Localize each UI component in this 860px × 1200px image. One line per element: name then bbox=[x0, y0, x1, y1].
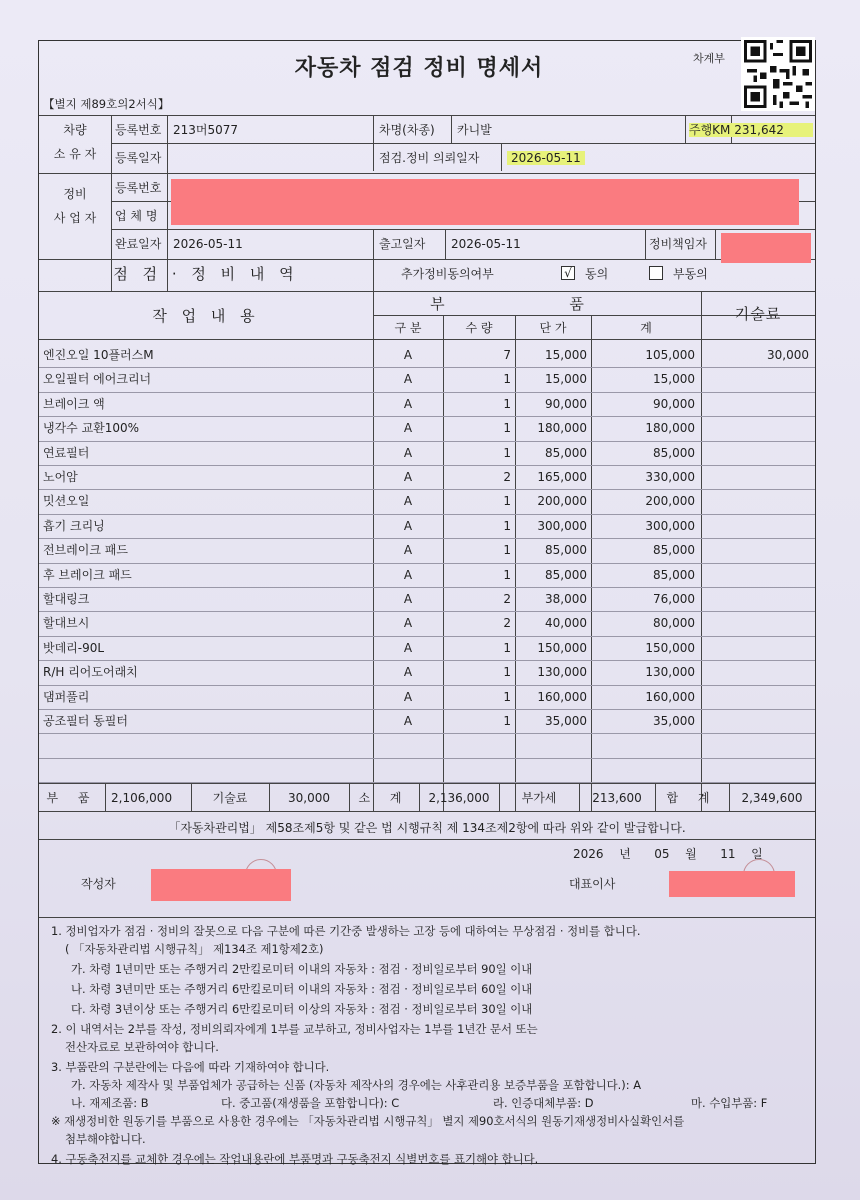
row-divider bbox=[39, 611, 815, 612]
issue-date bbox=[573, 847, 763, 861]
item-type-cell: A bbox=[403, 519, 413, 533]
col-total-header: 계 bbox=[640, 321, 652, 335]
note-line: 3. 부품란의 구분란에는 다음에 따라 기재하여야 합니다. bbox=[51, 1060, 330, 1074]
owner-reg-date-label: 등록일자 bbox=[115, 151, 162, 165]
row-divider bbox=[39, 392, 815, 393]
item-type-cell: A bbox=[403, 592, 413, 606]
item-qty-cell: 1 bbox=[503, 641, 511, 655]
item-type-cell: A bbox=[403, 568, 413, 582]
item-work-cell: 연료필터 bbox=[43, 446, 90, 460]
item-total-cell: 300,000 bbox=[645, 519, 695, 533]
item-qty-cell: 7 bbox=[503, 348, 511, 362]
item-unit-cell: 200,000 bbox=[537, 494, 587, 508]
mileage-field bbox=[689, 123, 813, 137]
note-line: 나. 차령 3년미만 또는 주행거리 6만킬로미터 이내의 자동차 : 점검 · 정비일로부터 60일 이내 bbox=[71, 982, 533, 996]
release-date: 2026-05-11 bbox=[451, 237, 521, 251]
item-total-cell: 160,000 bbox=[645, 690, 695, 704]
item-type-cell: A bbox=[403, 397, 413, 411]
model-label: 차명(차종) bbox=[379, 123, 435, 137]
item-total-cell: 180,000 bbox=[645, 421, 695, 435]
item-unit-cell: 40,000 bbox=[545, 616, 587, 630]
row-divider bbox=[39, 587, 815, 588]
item-work-cell: 할대브시 bbox=[43, 616, 90, 630]
item-unit-cell: 15,000 bbox=[545, 372, 587, 386]
item-qty-cell: 1 bbox=[503, 690, 511, 704]
item-type-cell: A bbox=[403, 543, 413, 557]
totals-subtotal-label: 소 계 bbox=[358, 791, 410, 805]
note-line: 나. 재제조품: B bbox=[71, 1096, 149, 1110]
document-title: 자동차 점검 정비 명세서 bbox=[294, 56, 544, 81]
issue-statement: 「자동차관리법」 제58조제5항 및 같은 법 시행규칙 제 134조제2항에 따라 위와 같이 발급합니다. bbox=[168, 821, 686, 835]
totals-total: 2,349,600 bbox=[741, 791, 803, 805]
agree-label: 동의 bbox=[585, 267, 609, 281]
row-divider bbox=[39, 441, 815, 442]
item-unit-cell: 165,000 bbox=[537, 470, 587, 484]
item-qty-cell: 1 bbox=[503, 519, 511, 533]
disagree-label: 부동의 bbox=[673, 267, 708, 281]
shop-section-label-2: 사 업 자 bbox=[53, 211, 97, 225]
row-divider bbox=[39, 465, 815, 466]
shop-section-label-1: 정비 bbox=[63, 187, 87, 201]
details-header: 점 검 · 정 비 내 역 bbox=[113, 265, 299, 283]
row-divider bbox=[39, 660, 815, 661]
note-line: 4. 구동축전지를 교체한 경우에는 작업내용란에 부품명과 구동축전지 식별번호를 표기해야 합니다. bbox=[51, 1152, 539, 1166]
item-tech-cell: 30,000 bbox=[767, 348, 809, 362]
disagree-checkbox[interactable] bbox=[649, 266, 663, 280]
item-total-cell: 130,000 bbox=[645, 665, 695, 679]
item-qty-cell: 2 bbox=[503, 470, 511, 484]
issue-year: 2026 bbox=[573, 847, 604, 861]
totals-parts-label: 부 품 bbox=[46, 791, 98, 805]
manager-label: 정비책임자 bbox=[649, 237, 707, 251]
item-work-cell: 엔진오일 10플러스M bbox=[43, 348, 154, 362]
item-total-cell: 90,000 bbox=[653, 397, 695, 411]
item-type-cell: A bbox=[403, 470, 413, 484]
item-unit-cell: 130,000 bbox=[537, 665, 587, 679]
item-work-cell: R/H 리어도어래치 bbox=[43, 665, 138, 679]
item-work-cell: 전브레이크 패드 bbox=[43, 543, 128, 557]
issue-day: 11 bbox=[720, 847, 736, 861]
shop-reg-no-label: 등록번호 bbox=[115, 181, 162, 195]
item-work-cell: 노어암 bbox=[43, 470, 78, 484]
issue-month-unit: 월 bbox=[685, 847, 697, 861]
row-divider bbox=[39, 733, 815, 734]
item-total-cell: 15,000 bbox=[653, 372, 695, 386]
totals-total-label: 합 계 bbox=[666, 791, 718, 805]
item-work-cell: 흡기 크리닝 bbox=[43, 519, 105, 533]
totals-tech-label: 기술료 bbox=[212, 791, 248, 805]
item-total-cell: 85,000 bbox=[653, 446, 695, 460]
item-unit-cell: 38,000 bbox=[545, 592, 587, 606]
item-unit-cell: 160,000 bbox=[537, 690, 587, 704]
note-line: ( 「자동차관리법 시행규칙」 제134조 제1항제2호) bbox=[65, 942, 324, 956]
item-total-cell: 200,000 bbox=[645, 494, 695, 508]
request-date: 2026-05-11 bbox=[507, 151, 585, 165]
note-line: 첨부해야합니다. bbox=[65, 1132, 146, 1146]
item-type-cell: A bbox=[403, 665, 413, 679]
row-divider bbox=[39, 538, 815, 539]
item-total-cell: 35,000 bbox=[653, 714, 695, 728]
item-work-cell: 공조필터 동필터 bbox=[43, 714, 128, 728]
item-qty-cell: 1 bbox=[503, 665, 511, 679]
item-type-cell: A bbox=[403, 446, 413, 460]
item-work-cell: 오일필터 에어크리너 bbox=[43, 372, 152, 386]
item-total-cell: 85,000 bbox=[653, 568, 695, 582]
note-line: 라. 인증대체부품: D bbox=[493, 1096, 594, 1110]
row-divider bbox=[39, 636, 815, 637]
owner-reg-no: 213머5077 bbox=[173, 123, 239, 137]
consent-label: 추가정비동의여부 bbox=[401, 267, 494, 281]
item-total-cell: 76,000 bbox=[653, 592, 695, 606]
row-divider bbox=[39, 758, 815, 759]
issue-day-unit: 일 bbox=[751, 847, 763, 861]
model-value: 카니발 bbox=[457, 123, 492, 137]
item-unit-cell: 150,000 bbox=[537, 641, 587, 655]
writer-label: 작성자 bbox=[81, 877, 116, 891]
item-work-cell: 댐퍼풀리 bbox=[43, 690, 90, 704]
item-qty-cell: 1 bbox=[503, 421, 511, 435]
item-unit-cell: 85,000 bbox=[545, 446, 587, 460]
redacted-ceo bbox=[669, 871, 795, 897]
note-line: 전산자료로 보관하여야 합니다. bbox=[65, 1040, 219, 1054]
note-line: ※ 재생정비한 원동기를 부품으로 사용한 경우에는 「자동차관리법 시행규칙」 별지 제90호서식의 원동기재생정비사실확인서를 bbox=[51, 1114, 685, 1128]
owner-reg-no-label: 등록번호 bbox=[115, 123, 162, 137]
note-line: 다. 중고품(재생품을 포함합니다): C bbox=[221, 1096, 400, 1110]
item-total-cell: 80,000 bbox=[653, 616, 695, 630]
item-qty-cell: 1 bbox=[503, 714, 511, 728]
item-total-cell: 105,000 bbox=[645, 348, 695, 362]
bookmark-label: 차계부 bbox=[693, 52, 725, 65]
item-unit-cell: 300,000 bbox=[537, 519, 587, 533]
item-work-cell: 냉각수 교환100% bbox=[43, 421, 140, 435]
item-unit-cell: 85,000 bbox=[545, 543, 587, 557]
note-line: 다. 차령 3년이상 또는 주행거리 6만킬로미터 이상의 자동차 : 점검 · 정비일로부터 30일 이내 bbox=[71, 1002, 533, 1016]
item-qty-cell: 2 bbox=[503, 592, 511, 606]
item-qty-cell: 1 bbox=[503, 543, 511, 557]
totals-vat: 213,600 bbox=[592, 791, 642, 805]
note-line: 1. 정비업자가 점검 · 정비의 잘못으로 다음 구분에 따른 기간중 발생하는 고장 등에 대하여는 무상점검 · 정비를 합니다. bbox=[51, 924, 641, 938]
totals-subtotal: 2,136,000 bbox=[428, 791, 490, 805]
row-divider bbox=[39, 367, 815, 368]
item-qty-cell: 1 bbox=[503, 446, 511, 460]
item-qty-cell: 1 bbox=[503, 494, 511, 508]
item-qty-cell: 1 bbox=[503, 568, 511, 582]
row-divider bbox=[39, 709, 815, 710]
tech-header: 기술료 bbox=[734, 305, 782, 323]
col-unit-header: 단 가 bbox=[539, 321, 567, 335]
owner-section-label-1: 차량 bbox=[63, 123, 87, 137]
item-unit-cell: 85,000 bbox=[545, 568, 587, 582]
item-work-cell: 할대링크 bbox=[43, 592, 90, 606]
totals-parts: 2,106,000 bbox=[111, 791, 173, 805]
row-divider bbox=[39, 416, 815, 417]
item-type-cell: A bbox=[403, 690, 413, 704]
item-work-cell: 밋션오일 bbox=[43, 494, 90, 508]
item-total-cell: 85,000 bbox=[653, 543, 695, 557]
totals-vat-label: 부가세 bbox=[521, 791, 557, 805]
form-number: 【별지 제89호의2서식】 bbox=[43, 97, 170, 111]
redacted-manager bbox=[721, 233, 811, 263]
item-unit-cell: 15,000 bbox=[545, 348, 587, 362]
item-unit-cell: 180,000 bbox=[537, 421, 587, 435]
agree-checkbox[interactable]: √ bbox=[561, 266, 575, 280]
totals-tech: 30,000 bbox=[288, 791, 330, 805]
redacted-shop-info bbox=[171, 179, 799, 225]
qr-code-icon bbox=[741, 37, 815, 111]
note-line: 마. 수입부품: F bbox=[691, 1096, 768, 1110]
repair-statement-form bbox=[38, 40, 816, 1164]
item-type-cell: A bbox=[403, 372, 413, 386]
item-type-cell: A bbox=[403, 494, 413, 508]
item-type-cell: A bbox=[403, 714, 413, 728]
item-work-cell: 브레이크 액 bbox=[43, 397, 105, 411]
note-line: 가. 차령 1년미만 또는 주행거리 2만킬로미터 이내의 자동차 : 점검 · 정비일로부터 90일 이내 bbox=[71, 962, 533, 976]
mileage-value: 231,642 bbox=[734, 123, 784, 137]
item-unit-cell: 35,000 bbox=[545, 714, 587, 728]
item-unit-cell: 90,000 bbox=[545, 397, 587, 411]
mileage-label: 주행KM bbox=[689, 123, 731, 137]
row-divider bbox=[39, 489, 815, 490]
item-work-cell: 밧데리-90L bbox=[43, 641, 105, 655]
item-qty-cell: 1 bbox=[503, 397, 511, 411]
owner-section-label-2: 소 유 자 bbox=[53, 147, 97, 161]
work-header: 작 업 내 용 bbox=[152, 307, 260, 325]
row-divider bbox=[39, 782, 815, 783]
col-qty-header: 수 량 bbox=[465, 321, 493, 335]
item-type-cell: A bbox=[403, 616, 413, 630]
release-date-label: 출고일자 bbox=[379, 237, 426, 251]
complete-date: 2026-05-11 bbox=[173, 237, 243, 251]
item-qty-cell: 2 bbox=[503, 616, 511, 630]
note-line: 가. 자동차 제작사 및 부품업체가 공급하는 신품 (자동차 제작사의 경우에는 사후관리용 보증부품을 포함합니다.): A bbox=[71, 1078, 641, 1092]
complete-date-label: 완료일자 bbox=[115, 237, 162, 251]
item-total-cell: 330,000 bbox=[645, 470, 695, 484]
item-type-cell: A bbox=[403, 421, 413, 435]
row-divider bbox=[39, 563, 815, 564]
row-divider bbox=[39, 514, 815, 515]
issue-month: 05 bbox=[654, 847, 670, 861]
shop-name-label: 업 체 명 bbox=[115, 209, 158, 223]
redacted-writer bbox=[151, 869, 291, 901]
parts-header: 부 품 bbox=[430, 295, 644, 313]
item-type-cell: A bbox=[403, 641, 413, 655]
item-total-cell: 150,000 bbox=[645, 641, 695, 655]
col-type-header: 구 분 bbox=[394, 321, 422, 335]
row-divider bbox=[39, 685, 815, 686]
item-work-cell: 후 브레이크 패드 bbox=[43, 568, 132, 582]
ceo-label: 대표이사 bbox=[569, 877, 616, 891]
request-date-label: 점검.정비 의뢰일자 bbox=[379, 151, 480, 165]
item-type-cell: A bbox=[403, 348, 413, 362]
issue-year-unit: 년 bbox=[619, 847, 631, 861]
note-line: 2. 이 내역서는 2부를 작성, 정비의뢰자에게 1부를 교부하고, 정비사업자는 1부를 1년간 문서 또는 bbox=[51, 1022, 538, 1036]
item-qty-cell: 1 bbox=[503, 372, 511, 386]
